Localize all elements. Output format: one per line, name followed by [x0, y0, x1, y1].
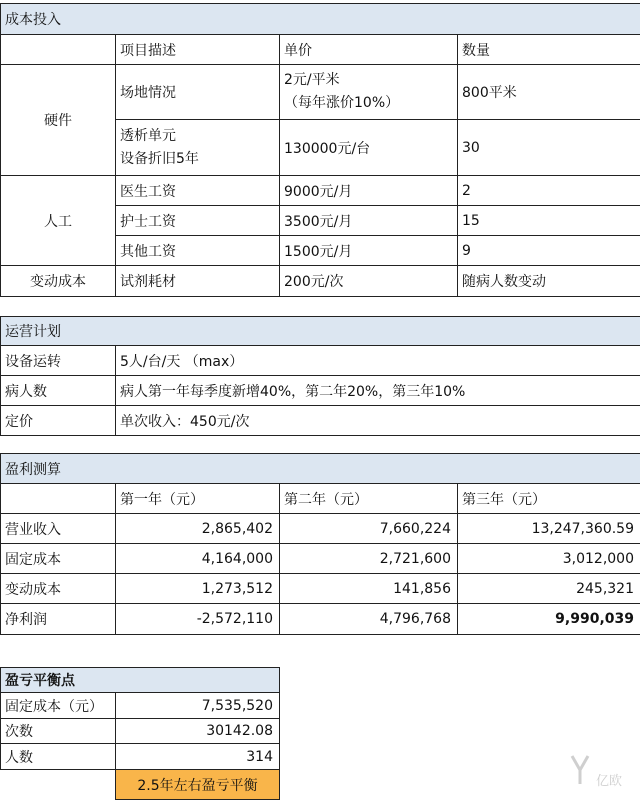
- qty-cell: 2: [458, 176, 640, 206]
- column-header: 第二年（元）: [280, 484, 458, 514]
- item-line: 设备折旧5年: [120, 150, 199, 167]
- section-header: [1, 454, 640, 484]
- item-cell: 护士工资: [116, 206, 280, 236]
- column-header: 第一年（元）: [116, 484, 280, 514]
- price-cell: 200元/次: [280, 266, 458, 297]
- year3-value: 13,247,360.59: [458, 514, 640, 544]
- group-label: 人工: [1, 176, 116, 266]
- qty-cell: 随病人数变动: [458, 266, 640, 297]
- column-header-row: [1, 484, 640, 514]
- section-title: 运营计划: [1, 317, 640, 346]
- row-value: 病人第一年每季度新增40%，第二年20%，第三年10%: [116, 376, 640, 406]
- section-header: [1, 4, 640, 35]
- qty-cell: 9: [458, 236, 640, 266]
- watermark-text: 亿欧: [596, 774, 623, 789]
- table-row: [1, 266, 640, 297]
- row-label: 营业收入: [1, 514, 116, 544]
- row-value: 30142.08: [116, 719, 280, 744]
- row-value: 7,535,520: [116, 693, 280, 719]
- table-row: [1, 770, 280, 800]
- breakeven-conclusion: 2.5年左右盈亏平衡: [116, 770, 280, 800]
- row-label: 次数: [1, 719, 116, 744]
- column-header: 项目描述: [116, 35, 280, 65]
- table-row: [1, 376, 640, 406]
- watermark-logo-icon: [566, 752, 594, 788]
- row-label: 变动成本: [1, 574, 116, 604]
- table-row: [1, 514, 640, 544]
- row-label: 人数: [1, 744, 116, 770]
- item-cell: 医生工资: [116, 176, 280, 206]
- year2-value: 7,660,224: [280, 514, 458, 544]
- section-title: 盈利测算: [1, 454, 640, 484]
- row-label: 定价: [1, 406, 116, 436]
- row-label: 设备运转: [1, 346, 116, 376]
- table-row: [1, 65, 640, 120]
- column-header: 单价: [280, 35, 458, 65]
- table-row: [1, 544, 640, 574]
- year1-value: -2,572,110: [116, 604, 280, 635]
- row-label: 固定成本: [1, 544, 116, 574]
- operations-plan-table: [0, 316, 640, 436]
- table-row: [1, 693, 280, 719]
- year1-value: 1,273,512: [116, 574, 280, 604]
- group-label: 变动成本: [1, 266, 116, 297]
- row-value: 5人/台/天 （max）: [116, 346, 640, 376]
- qty-cell: 15: [458, 206, 640, 236]
- row-label: 病人数: [1, 376, 116, 406]
- year3-value: 245,321: [458, 574, 640, 604]
- column-header-row: [1, 35, 640, 65]
- price-cell: [280, 65, 458, 120]
- item-cell: [116, 120, 280, 176]
- price-line: （每年涨价10%）: [284, 95, 400, 111]
- cost-input-table: [0, 3, 640, 297]
- price-cell: 3500元/月: [280, 206, 458, 236]
- column-header: 第三年（元）: [458, 484, 640, 514]
- price-cell: 9000元/月: [280, 176, 458, 206]
- price-line: 2元/平米: [284, 72, 340, 88]
- price-cell: 130000元/台: [280, 120, 458, 176]
- item-cell: 场地情况: [116, 65, 280, 120]
- qty-cell: 30: [458, 120, 640, 176]
- table-row: [1, 574, 640, 604]
- year3-value: 9,990,039: [458, 604, 640, 635]
- table-row: [1, 604, 640, 635]
- table-row: [1, 406, 640, 436]
- row-label: 净利润: [1, 604, 116, 635]
- row-label: 固定成本（元）: [1, 693, 116, 719]
- year3-value: 3,012,000: [458, 544, 640, 574]
- year2-value: 2,721,600: [280, 544, 458, 574]
- year1-value: 2,865,402: [116, 514, 280, 544]
- table-row: [1, 176, 640, 206]
- item-line: 透析单元: [120, 127, 176, 144]
- row-value: 单次收入：450元/次: [116, 406, 640, 436]
- item-cell: 试剂耗材: [116, 266, 280, 297]
- price-cell: 1500元/月: [280, 236, 458, 266]
- section-header: [1, 668, 280, 693]
- section-header: [1, 317, 640, 346]
- qty-cell: 800平米: [458, 65, 640, 120]
- row-value: 314: [116, 744, 280, 770]
- year1-value: 4,164,000: [116, 544, 280, 574]
- year2-value: 4,796,768: [280, 604, 458, 635]
- item-cell: 其他工资: [116, 236, 280, 266]
- watermark: [566, 752, 632, 792]
- section-title: 成本投入: [1, 4, 640, 35]
- breakeven-table: [0, 667, 280, 800]
- section-title: 盈亏平衡点: [1, 668, 280, 693]
- table-row: [1, 346, 640, 376]
- column-header: 数量: [458, 35, 640, 65]
- profit-forecast-table: [0, 453, 640, 635]
- group-label: 硬件: [1, 65, 116, 176]
- year2-value: 141,856: [280, 574, 458, 604]
- table-row: [1, 719, 280, 744]
- table-row: [1, 744, 280, 770]
